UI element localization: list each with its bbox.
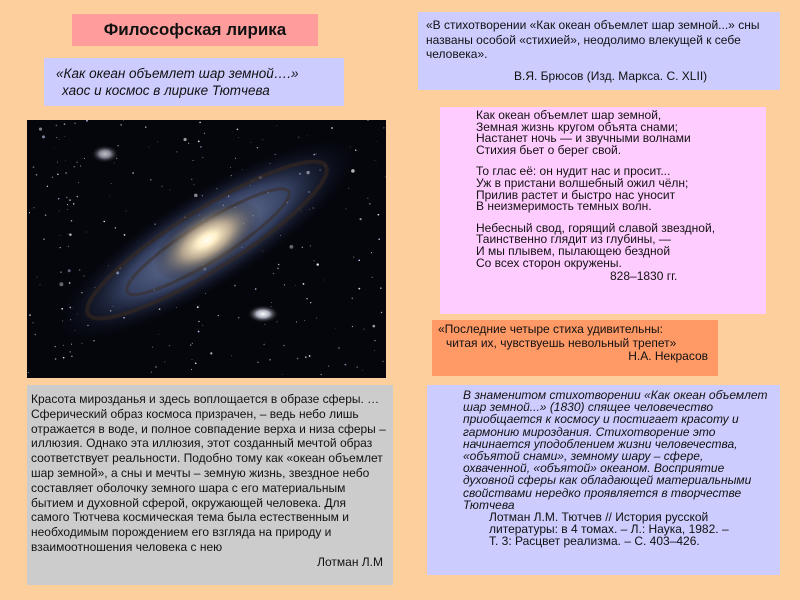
star <box>80 166 81 167</box>
star <box>372 277 373 278</box>
star <box>273 273 275 275</box>
star <box>126 211 127 212</box>
star <box>35 334 37 336</box>
star <box>42 135 45 138</box>
nekrasov-quote-line-2: читая их, чувствуешь невольный трепет» <box>446 335 677 350</box>
star <box>257 147 258 148</box>
star <box>52 177 53 178</box>
bryusov-quote-box <box>418 12 780 90</box>
star <box>372 325 375 328</box>
star <box>197 306 199 308</box>
star <box>151 372 152 373</box>
star <box>251 142 252 143</box>
star <box>150 179 151 180</box>
star <box>33 207 34 208</box>
star <box>316 317 317 318</box>
lotman-commentary-attribution: Лотман Л.М <box>317 554 383 569</box>
star <box>195 362 197 364</box>
star <box>145 126 146 127</box>
lotman-analysis-box <box>427 385 780 575</box>
star <box>39 128 42 131</box>
star <box>382 361 383 362</box>
star <box>297 358 299 360</box>
star <box>71 220 73 222</box>
star <box>37 277 38 278</box>
star <box>56 137 57 138</box>
star <box>317 263 319 265</box>
nekrasov-quote-line-1: «Последние четыре стиха удивительны: <box>438 322 663 336</box>
star <box>86 232 87 233</box>
star <box>117 145 119 147</box>
star <box>377 166 378 167</box>
star <box>356 366 358 368</box>
star <box>303 283 305 285</box>
bryusov-quote: «В стихотворении «Как океан объемлет шар земной...» сны названы особой «стихией», неодолимо влекущей к себе человека». <box>426 18 760 61</box>
star <box>157 141 158 142</box>
star <box>231 355 232 356</box>
star <box>282 374 283 375</box>
star <box>331 127 333 129</box>
star <box>65 172 66 173</box>
star <box>60 235 61 236</box>
star <box>193 184 194 185</box>
star <box>54 148 55 149</box>
galaxy-illustration <box>27 120 386 378</box>
star <box>265 324 266 325</box>
lotman-analysis-citation <box>463 511 772 548</box>
star <box>362 370 363 371</box>
satellite-galaxy-upper <box>91 145 119 163</box>
star <box>68 246 69 247</box>
star <box>283 345 284 346</box>
star <box>200 146 202 148</box>
star <box>277 321 278 322</box>
star <box>328 366 329 367</box>
nekrasov-quote-box <box>432 320 718 376</box>
star <box>86 120 88 122</box>
star <box>263 139 264 140</box>
star <box>64 136 65 137</box>
star <box>380 287 382 289</box>
star <box>271 302 272 303</box>
star <box>67 204 68 205</box>
star <box>192 359 193 360</box>
star <box>69 233 72 236</box>
star <box>57 162 58 163</box>
star <box>188 143 189 144</box>
star <box>47 186 48 187</box>
star <box>237 129 239 131</box>
star <box>199 305 200 306</box>
star <box>360 218 362 220</box>
star <box>335 328 336 329</box>
star <box>64 123 66 125</box>
star <box>263 344 265 346</box>
star <box>43 238 45 240</box>
star <box>115 227 116 228</box>
satellite-galaxy-lower <box>247 305 279 323</box>
star <box>374 160 375 161</box>
star <box>230 167 231 168</box>
star <box>65 160 66 161</box>
star <box>353 257 354 258</box>
star <box>269 359 271 361</box>
star <box>120 124 121 125</box>
star <box>169 345 170 346</box>
star <box>55 358 57 360</box>
star <box>345 364 347 366</box>
star <box>78 182 79 183</box>
poem-line: Стихия бьет о берег свой. <box>476 142 622 157</box>
star <box>298 137 299 138</box>
star <box>371 252 372 253</box>
star <box>76 162 77 163</box>
star <box>257 362 258 363</box>
poem-stanza <box>476 166 766 212</box>
star <box>124 234 126 236</box>
star <box>184 138 187 141</box>
poem-line: Земная жизнь кругом объята снами; <box>476 119 679 134</box>
poem-line: То глас её: он нудит нас и просит... <box>476 164 671 179</box>
star <box>63 345 64 346</box>
star <box>33 166 35 168</box>
star <box>158 334 159 335</box>
star <box>210 352 212 354</box>
star <box>381 312 382 313</box>
poem-line: Настанет ночь — и звучными волнами <box>476 131 691 146</box>
star <box>358 259 360 261</box>
star <box>59 282 63 286</box>
lotman-commentary-text: Красота мирозданья и здесь воплощается в образе сферы. …Сферический образ космоса призрачен, – ведь небо лишь отражается в воде, и полное совпадение верха и низа сферы – иллюзия. Однако эта иллюзия, этот созданный мечтой образ соответствует реальности. Подобно тому как «океан объемлет шар земной», а сны и мечты – земную жизнь, звездное небо составляет оболочку земного шара с его материальным бытием и духовной сферой, окружающей человека. Для самого Тютчева космическая тема была естественным и необходимым порождением его взгляда на природу и взаимоотношения человека с нею <box>31 392 386 554</box>
star <box>67 209 68 210</box>
star <box>71 356 73 358</box>
star <box>63 357 65 359</box>
star <box>170 190 171 191</box>
star <box>202 325 203 326</box>
star <box>295 285 296 286</box>
star <box>191 369 192 370</box>
poem-line: Со всех сторон окружены. <box>476 255 622 270</box>
star <box>59 211 60 212</box>
star <box>109 196 110 197</box>
star <box>60 247 61 248</box>
star <box>123 120 124 121</box>
star <box>77 196 78 197</box>
galaxy-image <box>27 120 386 378</box>
subtitle-line-2: хаос и космос в лирике Тютчева <box>62 83 270 98</box>
star <box>369 203 370 204</box>
citation-line: Лотман Л.М. Тютчев // История русской <box>489 510 709 525</box>
star <box>81 343 82 344</box>
star <box>74 122 76 124</box>
star <box>277 125 278 126</box>
star <box>58 198 59 199</box>
star <box>202 157 203 158</box>
poem-line: Прилив растет и быстро нас уносит <box>476 187 676 202</box>
star <box>255 288 257 290</box>
lotman-commentary-box <box>27 385 393 585</box>
star <box>40 284 41 285</box>
star <box>234 285 236 287</box>
star <box>68 269 71 272</box>
star <box>111 183 112 184</box>
star <box>374 340 376 342</box>
star <box>296 321 297 322</box>
star <box>277 268 279 270</box>
star <box>73 203 75 205</box>
star <box>338 348 339 349</box>
nekrasov-attribution: Н.А. Некрасов <box>628 349 708 363</box>
star <box>55 346 56 347</box>
star <box>374 350 375 351</box>
star <box>348 188 349 189</box>
star <box>155 366 156 367</box>
citation-line: Т. 3: Расцвет реализма. – С. 403–426. <box>489 534 700 549</box>
star <box>60 271 61 272</box>
star <box>103 221 104 222</box>
star <box>278 264 280 266</box>
star <box>378 238 380 240</box>
lotman-analysis-text: В знаменитом стихотворении «Как океан объемлет шар земной...» (1830) спящее человечество приобщается к космосу и постигает красоту и гармонию мироздания. Стихотворение это начинается уподоблением жизни человечества, «объятой снами», земному шару – сфере, охваченной, «объятой» океаном. Восприятие духовной сферы как обладающей материальными свойствами нередко проявляется в творчестве Тютчева <box>463 388 768 512</box>
star <box>57 174 58 175</box>
star <box>69 199 71 201</box>
star <box>204 133 205 134</box>
poem-line: Таинственно глядит из глубины, — <box>476 232 671 247</box>
star <box>28 372 29 373</box>
star <box>309 355 311 357</box>
star <box>164 361 165 362</box>
star <box>71 344 72 345</box>
star <box>376 141 377 142</box>
star <box>198 141 200 143</box>
poem-date: 828–1830 гг. <box>610 269 678 284</box>
star <box>66 197 67 198</box>
star <box>149 147 150 148</box>
slide-title: Философская лирика <box>72 14 318 46</box>
star <box>45 214 47 216</box>
star <box>304 320 305 321</box>
star <box>306 298 307 299</box>
star <box>192 343 193 344</box>
star <box>290 245 294 249</box>
star <box>352 298 353 299</box>
poem-stanza <box>476 220 766 270</box>
star <box>368 120 369 121</box>
star <box>193 160 194 161</box>
star <box>238 317 240 319</box>
star <box>385 176 386 177</box>
star <box>238 137 239 138</box>
star <box>199 122 201 124</box>
poem-line: Как океан объемлет шар земной, <box>476 108 662 122</box>
star <box>29 212 30 213</box>
poem-line: В неизмеримость темных волн. <box>476 199 652 214</box>
star <box>198 321 199 322</box>
citation-line: литературы: в 4 томах. – Л.: Наука, 1982. – <box>489 522 729 537</box>
star <box>79 269 80 270</box>
poem-line: Небесный свод, горящий славой звездной, <box>476 220 716 235</box>
bryusov-attribution: В.Я. Брюсов (Изд. Маркса. С. XLII) <box>514 68 708 83</box>
star <box>314 260 315 261</box>
star <box>302 247 303 248</box>
star <box>198 331 200 333</box>
subtitle-box <box>44 58 344 106</box>
star <box>352 326 353 327</box>
star <box>378 214 380 216</box>
star <box>74 166 76 168</box>
star <box>59 139 60 140</box>
star <box>235 158 236 159</box>
star <box>56 125 58 127</box>
star <box>36 174 38 176</box>
star <box>29 314 30 315</box>
star <box>310 245 311 246</box>
poem-line: Уж в пристани волшебный ожил чёлн; <box>476 175 689 190</box>
star <box>161 186 162 187</box>
star <box>69 282 71 284</box>
star <box>68 234 69 235</box>
star <box>176 151 177 152</box>
star <box>323 280 324 281</box>
star <box>191 179 192 180</box>
star <box>383 127 384 128</box>
star <box>345 208 346 209</box>
star <box>32 322 33 323</box>
star <box>114 163 115 164</box>
star <box>152 347 153 348</box>
star <box>93 340 94 341</box>
star <box>132 172 133 173</box>
star <box>367 198 368 199</box>
star <box>364 329 365 330</box>
star <box>284 284 285 285</box>
star <box>218 315 219 316</box>
star <box>358 288 360 290</box>
star <box>306 135 307 136</box>
star <box>310 302 311 303</box>
star <box>321 374 322 375</box>
poem-line: И мы плывем, пылающею бездной <box>476 243 671 258</box>
star <box>84 158 85 159</box>
star <box>305 356 307 358</box>
poem-box <box>440 107 766 314</box>
poem-stanza <box>476 110 766 156</box>
star <box>190 345 191 346</box>
star <box>70 351 71 352</box>
subtitle-line-1: «Как океан объемлет шар земной….» <box>56 66 299 81</box>
